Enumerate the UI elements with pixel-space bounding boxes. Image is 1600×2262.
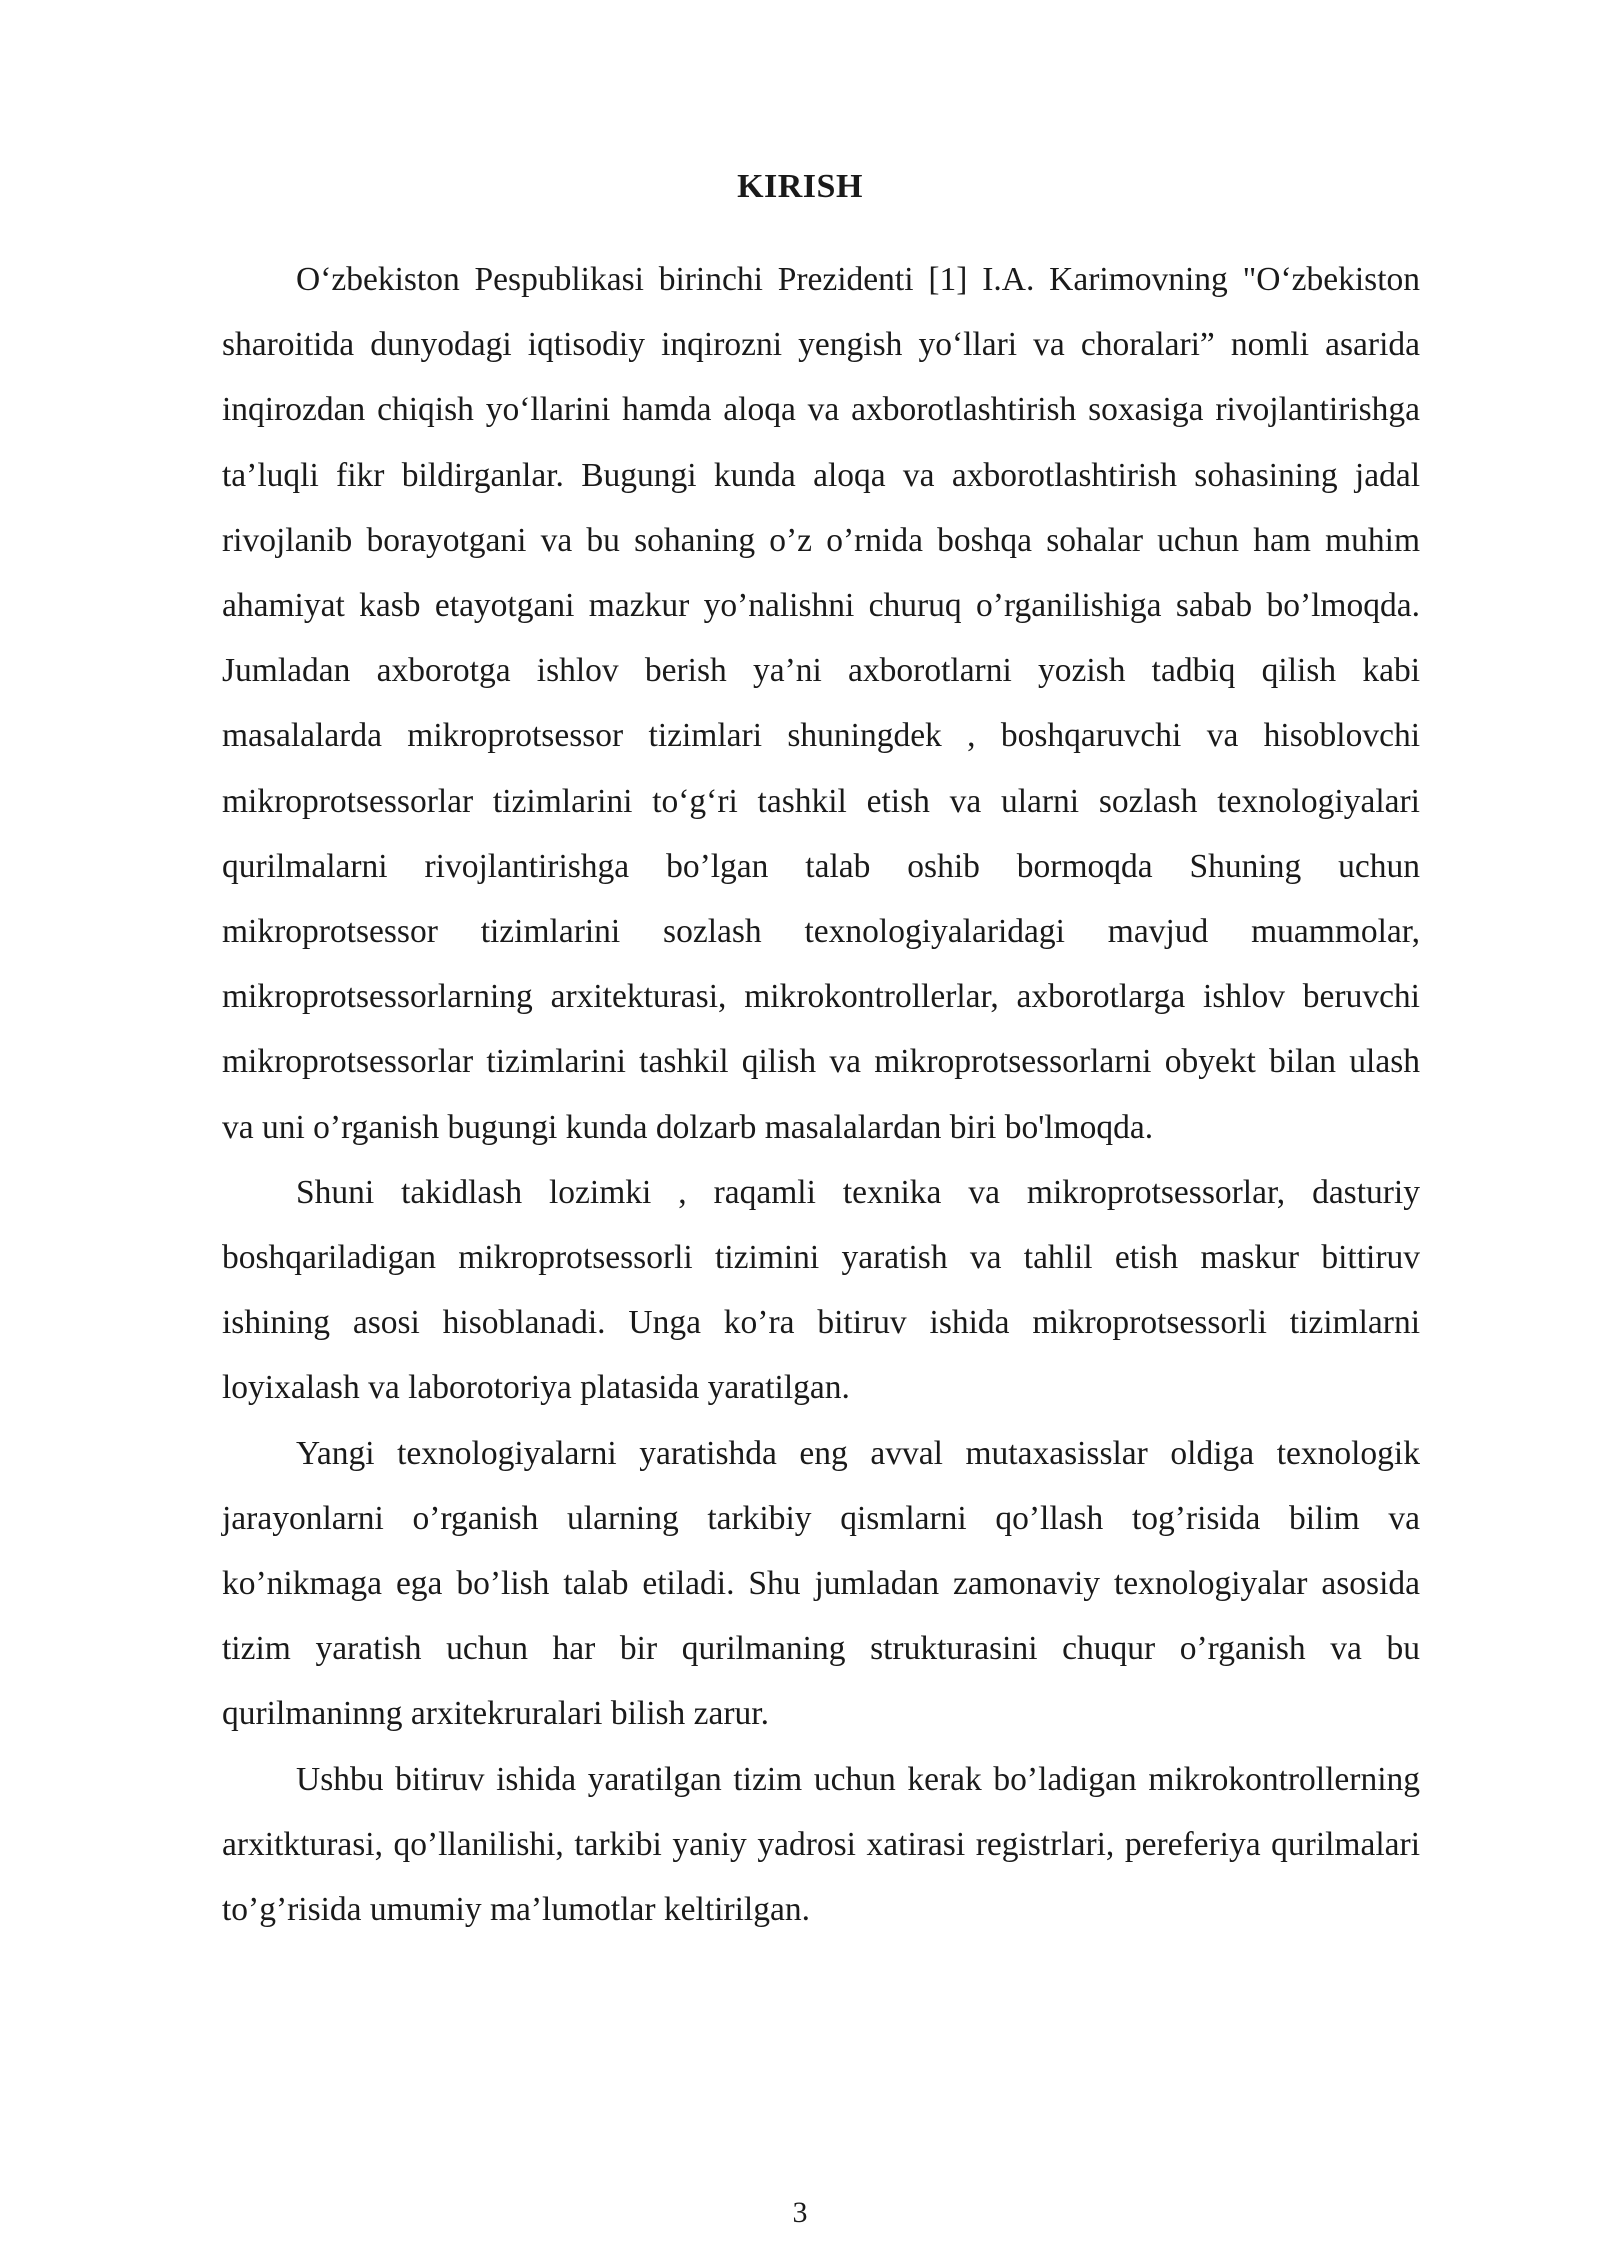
paragraph-summary: Ushbu bitiruv ishida yaratilgan tizim uchun kerak bo’ladigan mikrokontrollerning arxitkturasi, qo’llanilishi, tarkibi yaniy yadrosi xatirasi registrlari, pereferiya qurilmalari to’g’risida umumiy ma’lumotlar keltirilgan. (222, 1760, 1420, 1929)
body-text (222, 247, 1420, 1942)
paragraph-basis: Shuni takidlash lozimki , raqamli texnika va mikroprotsessorlar, dasturiy boshqariladigan mikroprotsessorli tizimini yaratish va tahlil etish maskur bittiruv ishining asosi hisoblanadi. Unga ko’ra bitiruv ishida mikroprotsessorli tizimlarni loyixalash va laborotoriya platasida yaratilgan. (222, 1173, 1420, 1407)
paragraph-intro: O‘zbekiston Pespublikasi birinchi Prezidenti [1] I.A. Karimovning "O‘zbekiston sharoitida dunyodagi iqtisodiy inqirozni yengish yo‘llari va choralari” nomli asarida inqirozdan chiqish yo‘llarini hamda aloqa va axborotlashtirish soxasiga rivojlantirishga ta’luqli fikr bildirganlar. Bugungi kunda aloqa va axborotlashtirish sohasining jadal rivojlanib borayotgani va bu sohaning o’z o’rnida boshqa sohalar uchun ham muhim ahamiyat kasb etayotgani mazkur yo’nalishni churuq o’rganilishiga sabab bo’lmoqda. Jumladan axborotga ishlov berish ya’ni axborotlarni yozish tadbiq qilish kabi masalalarda mikroprotsessor tizimlari shuningdek , boshqaruvchi va hisoblovchi mikroprotsessorlar tizimlarini to‘g‘ri tashkil etish va ularni sozlash texnologiyalari qurilmalarni rivojlantirishga bo’lgan talab oshib bormoqda Shuning uchun mikroprotsessor tizimlarini sozlash texnologiyalaridagi mavjud muammolar, mikroprotsessorlarning arxitekturasi, mikrokontrollerlar, axborotlarga ishlov beruvchi mikroprotsessorlar tizimlarini tashkil qilish va mikroprotsessorlarni obyekt bilan ulash va uni o’rganish bugungi kunda dolzarb masalalardan biri bo'lmoqda. (222, 261, 1420, 1146)
page-number: 3 (792, 2196, 808, 2229)
page-title: KIRISH (737, 168, 863, 205)
paragraph-technologies: Yangi texnologiyalarni yaratishda eng avval mutaxasisslar oldiga texnologik jarayonlarni o’rganish ularning tarkibiy qismlarni qo’llash tog’risida bilim va ko’nikmaga ega bo’lish talab etiladi. Shu jumladan zamonaviy texnologiyalar asosida tizim yaratish uchun har bir qurilmaning strukturasini chuqur o’rganish va bu qurilmaninng arxitekruralari bilish zarur. (222, 1434, 1420, 1733)
